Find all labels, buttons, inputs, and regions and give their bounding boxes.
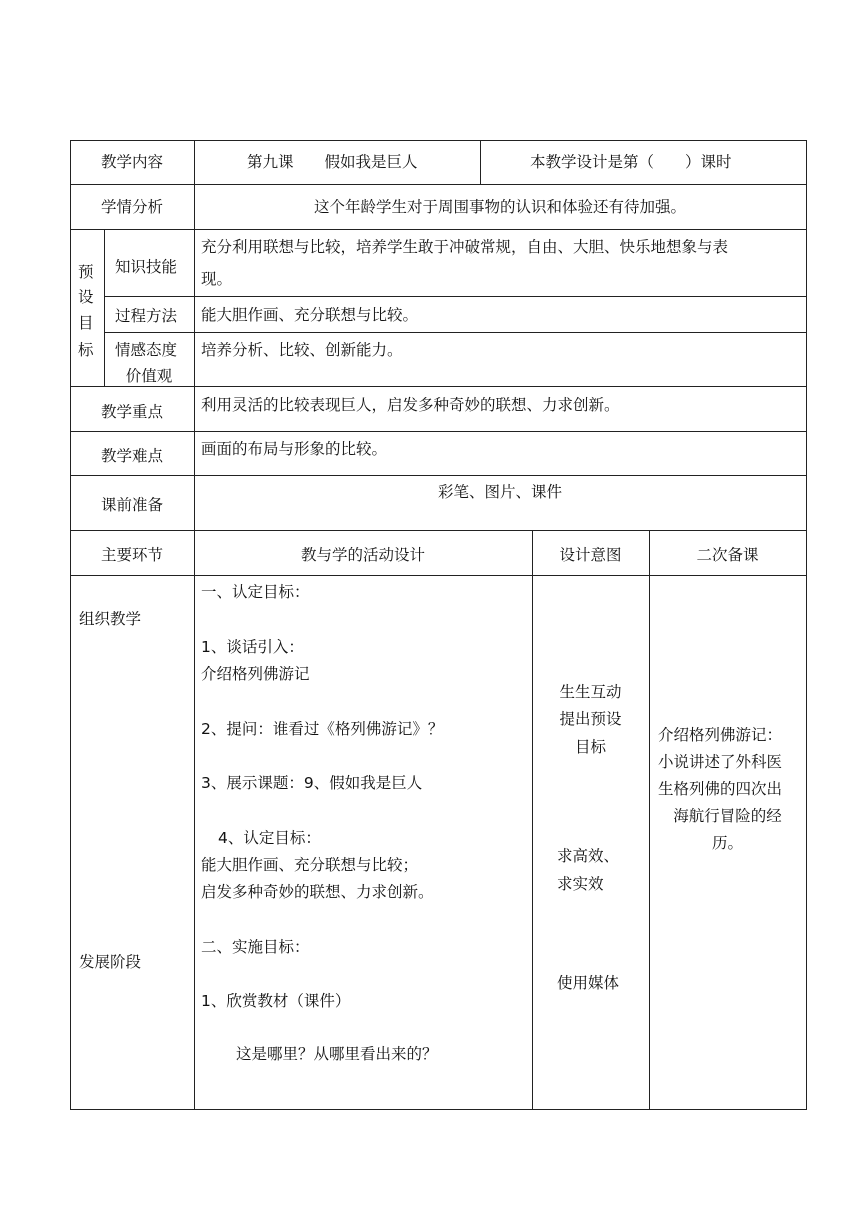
row-line <box>70 184 807 185</box>
intent-line: 提出预设 <box>559 710 622 728</box>
objectives-char: 预 <box>78 263 94 281</box>
row-line <box>70 475 807 476</box>
lesson-title: 第九课 假如我是巨人 <box>247 153 418 171</box>
activity-line: 1、谈话引入： <box>201 638 304 656</box>
col-header-activity: 教与学的活动设计 <box>300 546 425 564</box>
col-line <box>194 296 195 1110</box>
col-header-secondary: 二次备课 <box>696 546 759 564</box>
intent-line: 求实效 <box>557 875 604 893</box>
difficulty-text: 画面的布局与形象的比较。 <box>201 440 388 458</box>
activity-line: 这是哪里？从哪里看出来的？ <box>236 1045 438 1063</box>
objective-text-knowledge-cont: 现。 <box>201 270 233 288</box>
activity-line: 二、实施目标： <box>201 938 310 956</box>
intent-line: 生生互动 <box>559 683 622 701</box>
activity-line: 3、展示课题：9、假如我是巨人 <box>201 774 423 792</box>
objectives-char: 设 <box>78 288 94 306</box>
activity-line: 介绍格列佛游记 <box>201 665 310 683</box>
intent-line: 使用媒体 <box>557 974 620 992</box>
key-point-text: 利用灵活的比较表现巨人，启发多种奇妙的联想、力求创新。 <box>201 396 620 414</box>
secondary-note-line: 海航行冒险的经 <box>673 807 782 825</box>
objective-text-knowledge: 充分利用联想与比较，培养学生敢于冲破常规，自由、大胆、快乐地想象与表 <box>201 238 729 256</box>
preparation-text: 彩笔、图片、课件 <box>437 483 562 501</box>
row-line <box>70 530 807 531</box>
label-preparation: 课前准备 <box>100 496 163 514</box>
row-line <box>70 229 807 230</box>
secondary-note-line: 生格列佛的四次出 <box>658 780 783 798</box>
objective-label-emotion: 情感态度 <box>115 341 178 359</box>
objective-text-emotion: 培养分析、比较、创新能力。 <box>201 341 403 359</box>
row-line <box>70 575 807 576</box>
label-analysis: 学情分析 <box>100 198 163 216</box>
label-teaching-content: 教学内容 <box>100 153 163 171</box>
label-key-point: 教学重点 <box>100 403 163 421</box>
col-line <box>70 140 71 1110</box>
col-header-intent: 设计意图 <box>559 546 622 564</box>
secondary-note-line: 介绍格列佛游记： <box>658 726 783 744</box>
stage-develop: 发展阶段 <box>79 953 142 971</box>
activity-line: 1、欣赏教材（课件） <box>201 992 351 1010</box>
intent-line: 目标 <box>574 738 606 756</box>
objective-text-process: 能大胆作画、充分联想与比较。 <box>201 306 419 324</box>
activity-line: 一、认定目标： <box>201 583 310 601</box>
col-line <box>806 140 807 1110</box>
lesson-count: 本教学设计是第（ ）课时 <box>530 153 732 171</box>
objective-label-knowledge: 知识技能 <box>115 258 178 276</box>
analysis-text: 这个年龄学生对于周围事物的认识和体验还有待加强。 <box>313 198 686 216</box>
secondary-note-line: 小说讲述了外科医 <box>658 753 783 771</box>
objectives-char: 目 <box>78 314 94 332</box>
row-line <box>70 431 807 432</box>
row-line <box>70 386 807 387</box>
objective-label-emotion-2: 价值观 <box>125 367 173 385</box>
stage-organize: 组织教学 <box>79 610 142 628</box>
row-line <box>104 296 807 297</box>
label-difficulty: 教学难点 <box>100 447 163 465</box>
objectives-char: 标 <box>78 341 94 359</box>
objective-label-process: 过程方法 <box>115 307 178 325</box>
col-line <box>104 229 105 386</box>
row-line <box>70 1109 807 1110</box>
col-line <box>532 530 533 1110</box>
intent-line: 求高效、 <box>557 847 620 865</box>
col-line <box>480 140 481 184</box>
activity-line: 4、认定目标： <box>218 829 321 847</box>
activity-line: 2、提问：谁看过《格列佛游记》？ <box>201 720 444 738</box>
activity-line: 能大胆作画、充分联想与比较； <box>201 856 419 874</box>
row-line <box>70 140 807 141</box>
secondary-note-line: 历。 <box>711 834 743 852</box>
activity-line: 启发多种奇妙的联想、力求创新。 <box>201 883 434 901</box>
col-line <box>194 140 195 231</box>
row-line <box>104 332 807 333</box>
col-header-main-stage: 主要环节 <box>100 546 163 564</box>
col-line <box>194 229 195 296</box>
